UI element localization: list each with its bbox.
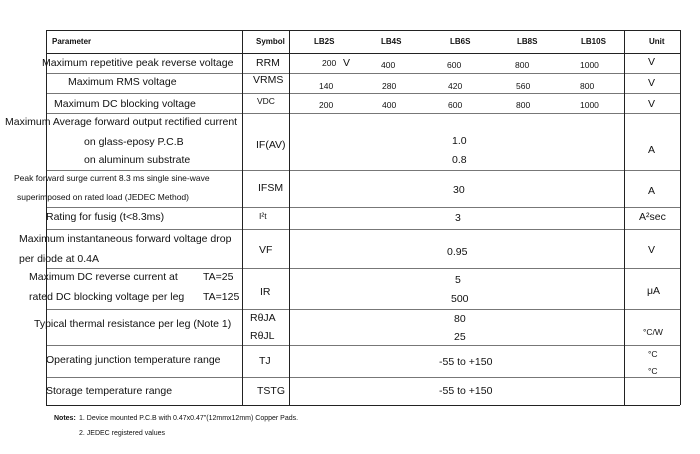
param-ir-line2: rated DC blocking voltage per leg bbox=[29, 291, 185, 303]
value-rrm-lb4s: 400 bbox=[381, 60, 396, 70]
header-model-lb6s: LB6S bbox=[450, 37, 471, 46]
table-top-border bbox=[46, 30, 680, 31]
param-ir-cond2: TA=125 bbox=[203, 291, 240, 303]
value-rrm-lb2s: 200 bbox=[322, 58, 337, 68]
row-divider bbox=[46, 93, 680, 94]
param-vf-line2: per diode at 0.4A bbox=[19, 253, 99, 265]
param-tj: Operating junction temperature range bbox=[46, 354, 221, 366]
unit-tstg: °C bbox=[648, 366, 658, 376]
param-vf-line1: Maximum instantaneous forward voltage drop bbox=[19, 233, 232, 245]
symbol-vf: VF bbox=[259, 244, 273, 256]
row-divider bbox=[46, 113, 680, 114]
header-parameter: Parameter bbox=[52, 37, 92, 46]
value-rms-lb10s: 800 bbox=[580, 81, 595, 91]
symbol-ifav: IF(AV) bbox=[256, 139, 286, 151]
unit-ifav: A bbox=[648, 144, 656, 156]
unit-dc: V bbox=[648, 98, 656, 110]
value-ifsm: 30 bbox=[453, 184, 465, 196]
param-ir-line1: Maximum DC reverse current at bbox=[29, 271, 178, 283]
row-divider bbox=[46, 345, 680, 346]
row-divider bbox=[46, 377, 680, 378]
row-divider bbox=[46, 309, 680, 310]
table-bottom-border bbox=[46, 405, 680, 406]
row-divider bbox=[46, 207, 680, 208]
unit-ir: μA bbox=[647, 285, 661, 297]
value-rms-lb4s: 280 bbox=[382, 81, 397, 91]
param-ifav-line2: on glass-eposy P.C.B bbox=[84, 136, 184, 148]
symbol-column-divider bbox=[242, 30, 243, 405]
value-tj: -55 to +150 bbox=[439, 356, 493, 368]
value-ir-125: 500 bbox=[451, 293, 469, 305]
unit-tj: °C bbox=[648, 349, 658, 359]
unit-rrm: V bbox=[648, 56, 656, 68]
param-ifav-line1: Maximum Average forward output rectified current bbox=[5, 116, 238, 128]
row-divider bbox=[46, 170, 680, 171]
value-tstg: -55 to +150 bbox=[439, 385, 493, 397]
param-ifav-line3: on aluminum substrate bbox=[84, 154, 191, 166]
value-thermal-jl: 25 bbox=[454, 331, 466, 343]
value-dc-lb2s: 200 bbox=[319, 100, 334, 110]
value-rrm-lb6s: 600 bbox=[447, 60, 462, 70]
value-dc-lb10s: 1000 bbox=[580, 100, 599, 110]
row-divider bbox=[46, 268, 680, 269]
unit-inline-rrm: V bbox=[343, 57, 351, 69]
value-dc-lb4s: 400 bbox=[382, 100, 397, 110]
table-right-border bbox=[680, 30, 681, 405]
symbol-rrm: RRM bbox=[256, 57, 280, 69]
note-1: 1. Device mounted P.C.B with 0.47x0.47"(12mmx12mm) Copper Pads. bbox=[79, 415, 299, 422]
param-tstg: Storage temperature range bbox=[46, 385, 173, 397]
unit-thermal: °C/W bbox=[643, 327, 663, 337]
header-model-lb8s: LB8S bbox=[517, 37, 538, 46]
param-rms: Maximum RMS voltage bbox=[68, 76, 177, 88]
value-rms-lb8s: 560 bbox=[516, 81, 531, 91]
symbol-thermal-ja: RθJA bbox=[250, 312, 276, 324]
note-2: 2. JEDEC registered values bbox=[79, 430, 165, 437]
unit-ifsm: A bbox=[648, 185, 656, 197]
symbol-rms: VRMS bbox=[253, 74, 284, 86]
header-model-lb4s: LB4S bbox=[381, 37, 402, 46]
row-divider bbox=[46, 73, 680, 74]
header-bottom-border bbox=[46, 53, 680, 54]
header-model-lb10s: LB10S bbox=[581, 37, 606, 46]
value-ir-25: 5 bbox=[455, 274, 461, 286]
header-unit: Unit bbox=[649, 37, 665, 46]
param-thermal: Typical thermal resistance per leg (Note 1) bbox=[34, 318, 232, 330]
symbol-thermal-jl: RθJL bbox=[250, 330, 275, 342]
value-fusing: 3 bbox=[455, 212, 461, 224]
param-dc: Maximum DC blocking voltage bbox=[54, 98, 196, 110]
header-model-lb2s: LB2S bbox=[314, 37, 335, 46]
value-dc-lb6s: 600 bbox=[448, 100, 463, 110]
param-ifsm-line2: superimposed on rated load (JEDEC Method) bbox=[17, 192, 189, 202]
value-rrm-lb10s: 1000 bbox=[580, 60, 599, 70]
value-vf: 0.95 bbox=[447, 246, 468, 258]
symbol-tstg: TSTG bbox=[257, 385, 285, 397]
header-symbol: Symbol bbox=[256, 37, 285, 46]
param-fusing: Rating for fusig (t<8.3ms) bbox=[46, 211, 165, 223]
unit-fusing: A²sec bbox=[639, 211, 666, 223]
symbol-dc: VDC bbox=[257, 96, 275, 106]
value-ifav-pcb: 1.0 bbox=[452, 135, 467, 147]
value-thermal-ja: 80 bbox=[454, 313, 466, 325]
value-rms-lb2s: 140 bbox=[319, 81, 334, 91]
value-ifav-aluminum: 0.8 bbox=[452, 154, 467, 166]
row-divider bbox=[46, 229, 680, 230]
symbol-fusing: I²t bbox=[259, 211, 267, 221]
param-rrm: Maximum repetitive peak reverse voltage bbox=[42, 57, 234, 69]
notes-label: Notes: bbox=[54, 415, 76, 422]
unit-rms: V bbox=[648, 77, 656, 89]
unit-vf: V bbox=[648, 244, 656, 256]
symbol-ifsm: IFSM bbox=[258, 182, 284, 194]
values-column-divider bbox=[289, 30, 290, 405]
value-rrm-lb8s: 800 bbox=[515, 60, 530, 70]
symbol-tj: TJ bbox=[259, 355, 271, 367]
symbol-ir: IR bbox=[260, 286, 271, 298]
param-ir-cond1: TA=25 bbox=[203, 271, 234, 283]
unit-column-divider bbox=[624, 30, 625, 405]
value-dc-lb8s: 800 bbox=[516, 100, 531, 110]
value-rms-lb6s: 420 bbox=[448, 81, 463, 91]
param-ifsm-line1: Peak forward surge current 8.3 ms single sine-wave bbox=[14, 173, 210, 183]
